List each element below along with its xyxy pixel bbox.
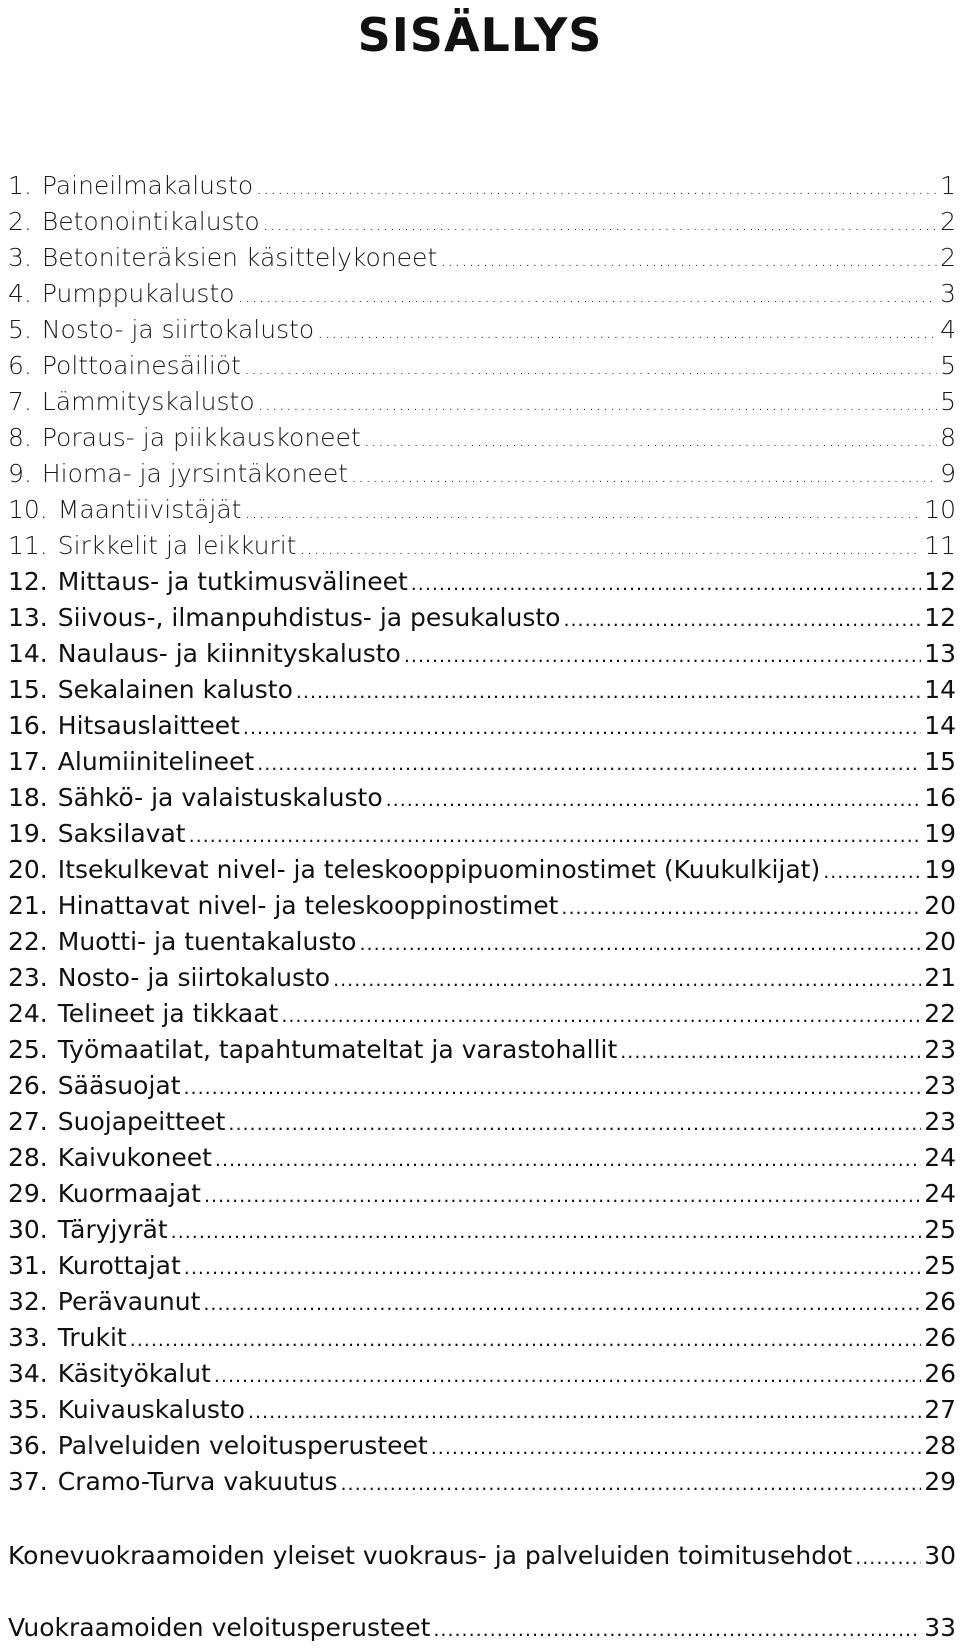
toc-dot-leader bbox=[364, 422, 937, 458]
toc-item-page: 4 bbox=[940, 315, 956, 344]
toc-item[interactable] bbox=[8, 636, 956, 672]
toc-item-label: Nosto- ja siirtokalusto bbox=[57, 963, 331, 992]
toc-item-page: 23 bbox=[924, 1035, 956, 1064]
toc-item-page: 20 bbox=[924, 927, 956, 956]
toc-item-label: Hioma- ja jyrsintäkoneet bbox=[41, 459, 348, 488]
toc-dot-leader bbox=[263, 206, 937, 242]
toc-item-number: 18. bbox=[8, 783, 48, 812]
toc-item-label: Perävaunut bbox=[57, 1287, 201, 1316]
toc-dot-leader bbox=[203, 1286, 921, 1322]
toc-item-number: 7. bbox=[8, 387, 32, 416]
toc-item-label: Lämmityskalusto bbox=[41, 387, 255, 416]
toc-item[interactable] bbox=[8, 672, 956, 708]
toc-dot-leader bbox=[243, 710, 921, 746]
toc-item-number: 28. bbox=[8, 1143, 48, 1172]
toc-item[interactable] bbox=[8, 168, 956, 204]
toc-dot-leader bbox=[184, 1250, 921, 1286]
toc-item[interactable] bbox=[8, 204, 956, 240]
toc-item-label: Poraus- ja piikkauskoneet bbox=[41, 423, 361, 452]
toc-dot-leader bbox=[244, 350, 937, 386]
toc-item-number: 8. bbox=[8, 423, 32, 452]
toc-dot-leader bbox=[359, 926, 921, 962]
toc-item-number: 21. bbox=[8, 891, 48, 920]
toc-item-page: 21 bbox=[924, 963, 956, 992]
toc-item-number: 27. bbox=[8, 1107, 48, 1136]
toc-item-label: Nosto- ja siirtokalusto bbox=[41, 315, 315, 344]
toc-item-page: 25 bbox=[924, 1251, 956, 1280]
toc-item-label: Sekalainen kalusto bbox=[57, 675, 293, 704]
toc-dot-leader bbox=[351, 458, 937, 494]
toc-item-label: Suojapeitteet bbox=[57, 1107, 226, 1136]
toc-item-page: 14 bbox=[924, 675, 956, 704]
toc-item-label: Betonointikalusto bbox=[41, 207, 260, 236]
toc-extra-label: Vuokraamoiden veloitusperusteet bbox=[8, 1613, 431, 1642]
toc-dot-leader bbox=[440, 242, 937, 278]
toc-dot-leader bbox=[823, 854, 921, 890]
toc-item[interactable] bbox=[8, 492, 956, 528]
toc-item-number: 23. bbox=[8, 963, 48, 992]
toc-item-page: 14 bbox=[924, 711, 956, 740]
toc-item[interactable] bbox=[8, 276, 956, 312]
toc-item[interactable] bbox=[8, 456, 956, 492]
toc-item-page: 24 bbox=[924, 1143, 956, 1172]
toc-item[interactable] bbox=[8, 1140, 956, 1176]
toc-item-page: 27 bbox=[924, 1395, 956, 1424]
toc-item-number: 15. bbox=[8, 675, 48, 704]
toc-item-number: 13. bbox=[8, 603, 48, 632]
toc-extra-item-terms[interactable] bbox=[8, 1536, 956, 1576]
toc-item-page: 29 bbox=[924, 1467, 956, 1496]
toc-item-label: Alumiinitelineet bbox=[57, 747, 255, 776]
toc-item-page: 12 bbox=[924, 603, 956, 632]
toc-item-page: 13 bbox=[924, 639, 956, 668]
toc-extra-item-charges[interactable] bbox=[8, 1608, 956, 1648]
toc-item-page: 1 bbox=[940, 171, 956, 200]
toc-item-label: Trukit bbox=[57, 1323, 127, 1352]
toc-item-page: 19 bbox=[924, 855, 956, 884]
toc-item-number: 33. bbox=[8, 1323, 48, 1352]
toc-item[interactable] bbox=[8, 780, 956, 816]
toc-item[interactable] bbox=[8, 600, 956, 636]
toc-dot-leader bbox=[171, 1214, 922, 1250]
toc-item-label: Naulaus- ja kiinnityskalusto bbox=[57, 639, 401, 668]
toc-item-page: 2 bbox=[940, 207, 956, 236]
toc-item[interactable] bbox=[8, 312, 956, 348]
toc-item-page: 23 bbox=[924, 1071, 956, 1100]
toc-dot-leader bbox=[300, 530, 922, 566]
toc-item-label: Kuivauskalusto bbox=[57, 1395, 245, 1424]
toc-item[interactable] bbox=[8, 1320, 956, 1356]
toc-dot-leader bbox=[256, 170, 937, 206]
toc-item-number: 34. bbox=[8, 1359, 48, 1388]
toc-item-number: 29. bbox=[8, 1179, 48, 1208]
toc-item-label: Hinattavat nivel- ja teleskooppinostimet bbox=[57, 891, 559, 920]
toc-item[interactable] bbox=[8, 708, 956, 744]
toc-item-number: 16. bbox=[8, 711, 48, 740]
toc-item-page: 11 bbox=[924, 531, 956, 560]
toc-extra-label: Konevuokraamoiden yleiset vuokraus- ja palveluiden toimitusehdot bbox=[8, 1541, 853, 1570]
toc-dot-leader bbox=[214, 1358, 921, 1394]
toc-item-number: 9. bbox=[8, 459, 32, 488]
toc-item-label: Itsekulkevat nivel- ja teleskooppipuominostimet (Kuukulkijat) bbox=[57, 855, 821, 884]
toc-item[interactable] bbox=[8, 1032, 956, 1068]
toc-item[interactable] bbox=[8, 528, 956, 564]
toc-item-page: 26 bbox=[924, 1359, 956, 1388]
toc-dot-leader bbox=[215, 1142, 921, 1178]
toc-dot-leader bbox=[563, 602, 921, 638]
toc-item-number: 10. bbox=[8, 495, 48, 524]
toc-item-number: 3. bbox=[8, 243, 32, 272]
toc-item-label: Paineilmakalusto bbox=[41, 171, 254, 200]
toc-item-page: 26 bbox=[924, 1287, 956, 1316]
toc-dot-leader bbox=[130, 1322, 921, 1358]
toc-item-label: Saksilavat bbox=[57, 819, 186, 848]
toc-dot-leader bbox=[238, 278, 938, 314]
toc-dot-leader bbox=[620, 1034, 921, 1070]
toc-dot-leader bbox=[404, 638, 921, 674]
toc-item[interactable] bbox=[8, 240, 956, 276]
toc-item-number: 25. bbox=[8, 1035, 48, 1064]
toc-item[interactable] bbox=[8, 420, 956, 456]
toc-item[interactable] bbox=[8, 1284, 956, 1320]
toc-dot-leader bbox=[204, 1178, 921, 1214]
toc-item-page: 5 bbox=[940, 387, 956, 416]
toc-item-label: Polttoainesäiliöt bbox=[41, 351, 241, 380]
toc-item-page: 20 bbox=[924, 891, 956, 920]
toc-item[interactable] bbox=[8, 1212, 956, 1248]
toc-item-page: 16 bbox=[924, 783, 956, 812]
toc-item-number: 35. bbox=[8, 1395, 48, 1424]
toc-item-number: 22. bbox=[8, 927, 48, 956]
toc-item[interactable] bbox=[8, 852, 956, 888]
toc-item-label: Kaivukoneet bbox=[57, 1143, 212, 1172]
toc-item-label: Muotti- ja tuentakalusto bbox=[57, 927, 357, 956]
toc-dot-leader bbox=[855, 1538, 921, 1578]
toc-dot-leader bbox=[281, 998, 921, 1034]
toc-item[interactable] bbox=[8, 960, 956, 996]
toc-item[interactable] bbox=[8, 1464, 956, 1500]
toc-item-label: Sähkö- ja valaistuskalusto bbox=[57, 783, 383, 812]
toc-dot-leader bbox=[386, 782, 922, 818]
toc-dot-leader bbox=[333, 962, 921, 998]
toc-item[interactable] bbox=[8, 1428, 956, 1464]
toc-dot-leader bbox=[248, 1394, 921, 1430]
toc-item[interactable] bbox=[8, 564, 956, 600]
toc-item[interactable] bbox=[8, 1176, 956, 1212]
toc-item-number: 1. bbox=[8, 171, 32, 200]
toc-dot-leader bbox=[561, 890, 921, 926]
toc-item-page: 26 bbox=[924, 1323, 956, 1352]
toc-item-label: Siivous-, ilmanpuhdistus- ja pesukalusto bbox=[57, 603, 561, 632]
toc-item[interactable] bbox=[8, 744, 956, 780]
toc-item-number: 12. bbox=[8, 567, 48, 596]
toc-item-label: Sääsuojat bbox=[57, 1071, 181, 1100]
toc-item-page: 19 bbox=[924, 819, 956, 848]
toc-item[interactable] bbox=[8, 1248, 956, 1284]
toc-item[interactable] bbox=[8, 1068, 956, 1104]
toc-item-page: 3 bbox=[940, 279, 956, 308]
table-of-contents bbox=[8, 168, 956, 1500]
toc-item-number: 37. bbox=[8, 1467, 48, 1496]
toc-item-number: 14. bbox=[8, 639, 48, 668]
toc-item-page: 10 bbox=[924, 495, 956, 524]
toc-item-label: Sirkkelit ja leikkurit bbox=[57, 531, 297, 560]
toc-item[interactable] bbox=[8, 1392, 956, 1428]
toc-item[interactable] bbox=[8, 348, 956, 384]
toc-dot-leader bbox=[257, 746, 921, 782]
page-title: SISÄLLYS bbox=[357, 8, 603, 62]
toc-dot-leader bbox=[296, 674, 921, 710]
toc-item-label: Käsityökalut bbox=[57, 1359, 211, 1388]
toc-item-number: 31. bbox=[8, 1251, 48, 1280]
toc-item-label: Betoniteräksien käsittelykoneet bbox=[41, 243, 438, 272]
toc-item-page: 5 bbox=[940, 351, 956, 380]
toc-item-number: 4. bbox=[8, 279, 32, 308]
toc-item[interactable] bbox=[8, 1356, 956, 1392]
toc-item-page: 2 bbox=[940, 243, 956, 272]
toc-item-label: Cramo-Turva vakuutus bbox=[57, 1467, 338, 1496]
toc-item-number: 5. bbox=[8, 315, 32, 344]
toc-item-page: 24 bbox=[924, 1179, 956, 1208]
toc-item-number: 11. bbox=[8, 531, 48, 560]
toc-dot-leader bbox=[184, 1070, 922, 1106]
toc-dot-leader bbox=[228, 1106, 921, 1142]
toc-dot-leader bbox=[244, 494, 921, 530]
toc-item-page: 12 bbox=[924, 567, 956, 596]
toc-item[interactable] bbox=[8, 924, 956, 960]
toc-item-label: Täryjyrät bbox=[57, 1215, 168, 1244]
toc-item-number: 26. bbox=[8, 1071, 48, 1100]
toc-item-page: 8 bbox=[940, 423, 956, 452]
toc-item-number: 6. bbox=[8, 351, 32, 380]
toc-dot-leader bbox=[431, 1430, 921, 1466]
toc-item-number: 24. bbox=[8, 999, 48, 1028]
toc-item-label: Telineet ja tikkaat bbox=[57, 999, 279, 1028]
toc-item-page: 22 bbox=[924, 999, 956, 1028]
toc-dot-leader bbox=[189, 818, 922, 854]
toc-extra-page: 30 bbox=[924, 1541, 956, 1570]
toc-dot-leader bbox=[433, 1610, 921, 1650]
toc-item-label: Kuormaajat bbox=[57, 1179, 201, 1208]
toc-item-number: 17. bbox=[8, 747, 48, 776]
toc-item-number: 2. bbox=[8, 207, 32, 236]
toc-dot-leader bbox=[258, 386, 937, 422]
toc-item-label: Maantiivistäjät bbox=[57, 495, 242, 524]
toc-item-number: 32. bbox=[8, 1287, 48, 1316]
toc-item[interactable] bbox=[8, 816, 956, 852]
toc-item[interactable] bbox=[8, 996, 956, 1032]
toc-item-label: Työmaatilat, tapahtumateltat ja varastohallit bbox=[57, 1035, 618, 1064]
toc-extra-page: 33 bbox=[924, 1613, 956, 1642]
toc-dot-leader bbox=[317, 314, 937, 350]
toc-item-label: Mittaus- ja tutkimusvälineet bbox=[57, 567, 408, 596]
toc-item-label: Palveluiden veloitusperusteet bbox=[57, 1431, 428, 1460]
toc-item-page: 25 bbox=[924, 1215, 956, 1244]
toc-item-page: 23 bbox=[924, 1107, 956, 1136]
toc-item[interactable] bbox=[8, 384, 956, 420]
toc-item-label: Hitsauslaitteet bbox=[57, 711, 240, 740]
toc-item-number: 20. bbox=[8, 855, 48, 884]
toc-dot-leader bbox=[411, 566, 921, 602]
toc-item-page: 9 bbox=[940, 459, 956, 488]
toc-item-label: Pumppukalusto bbox=[41, 279, 235, 308]
toc-item-page: 15 bbox=[924, 747, 956, 776]
toc-item[interactable] bbox=[8, 888, 956, 924]
toc-item-page: 28 bbox=[924, 1431, 956, 1460]
toc-item[interactable] bbox=[8, 1104, 956, 1140]
toc-dot-leader bbox=[341, 1466, 922, 1502]
toc-item-number: 30. bbox=[8, 1215, 48, 1244]
toc-item-number: 36. bbox=[8, 1431, 48, 1460]
toc-item-number: 19. bbox=[8, 819, 48, 848]
toc-item-label: Kurottajat bbox=[57, 1251, 181, 1280]
